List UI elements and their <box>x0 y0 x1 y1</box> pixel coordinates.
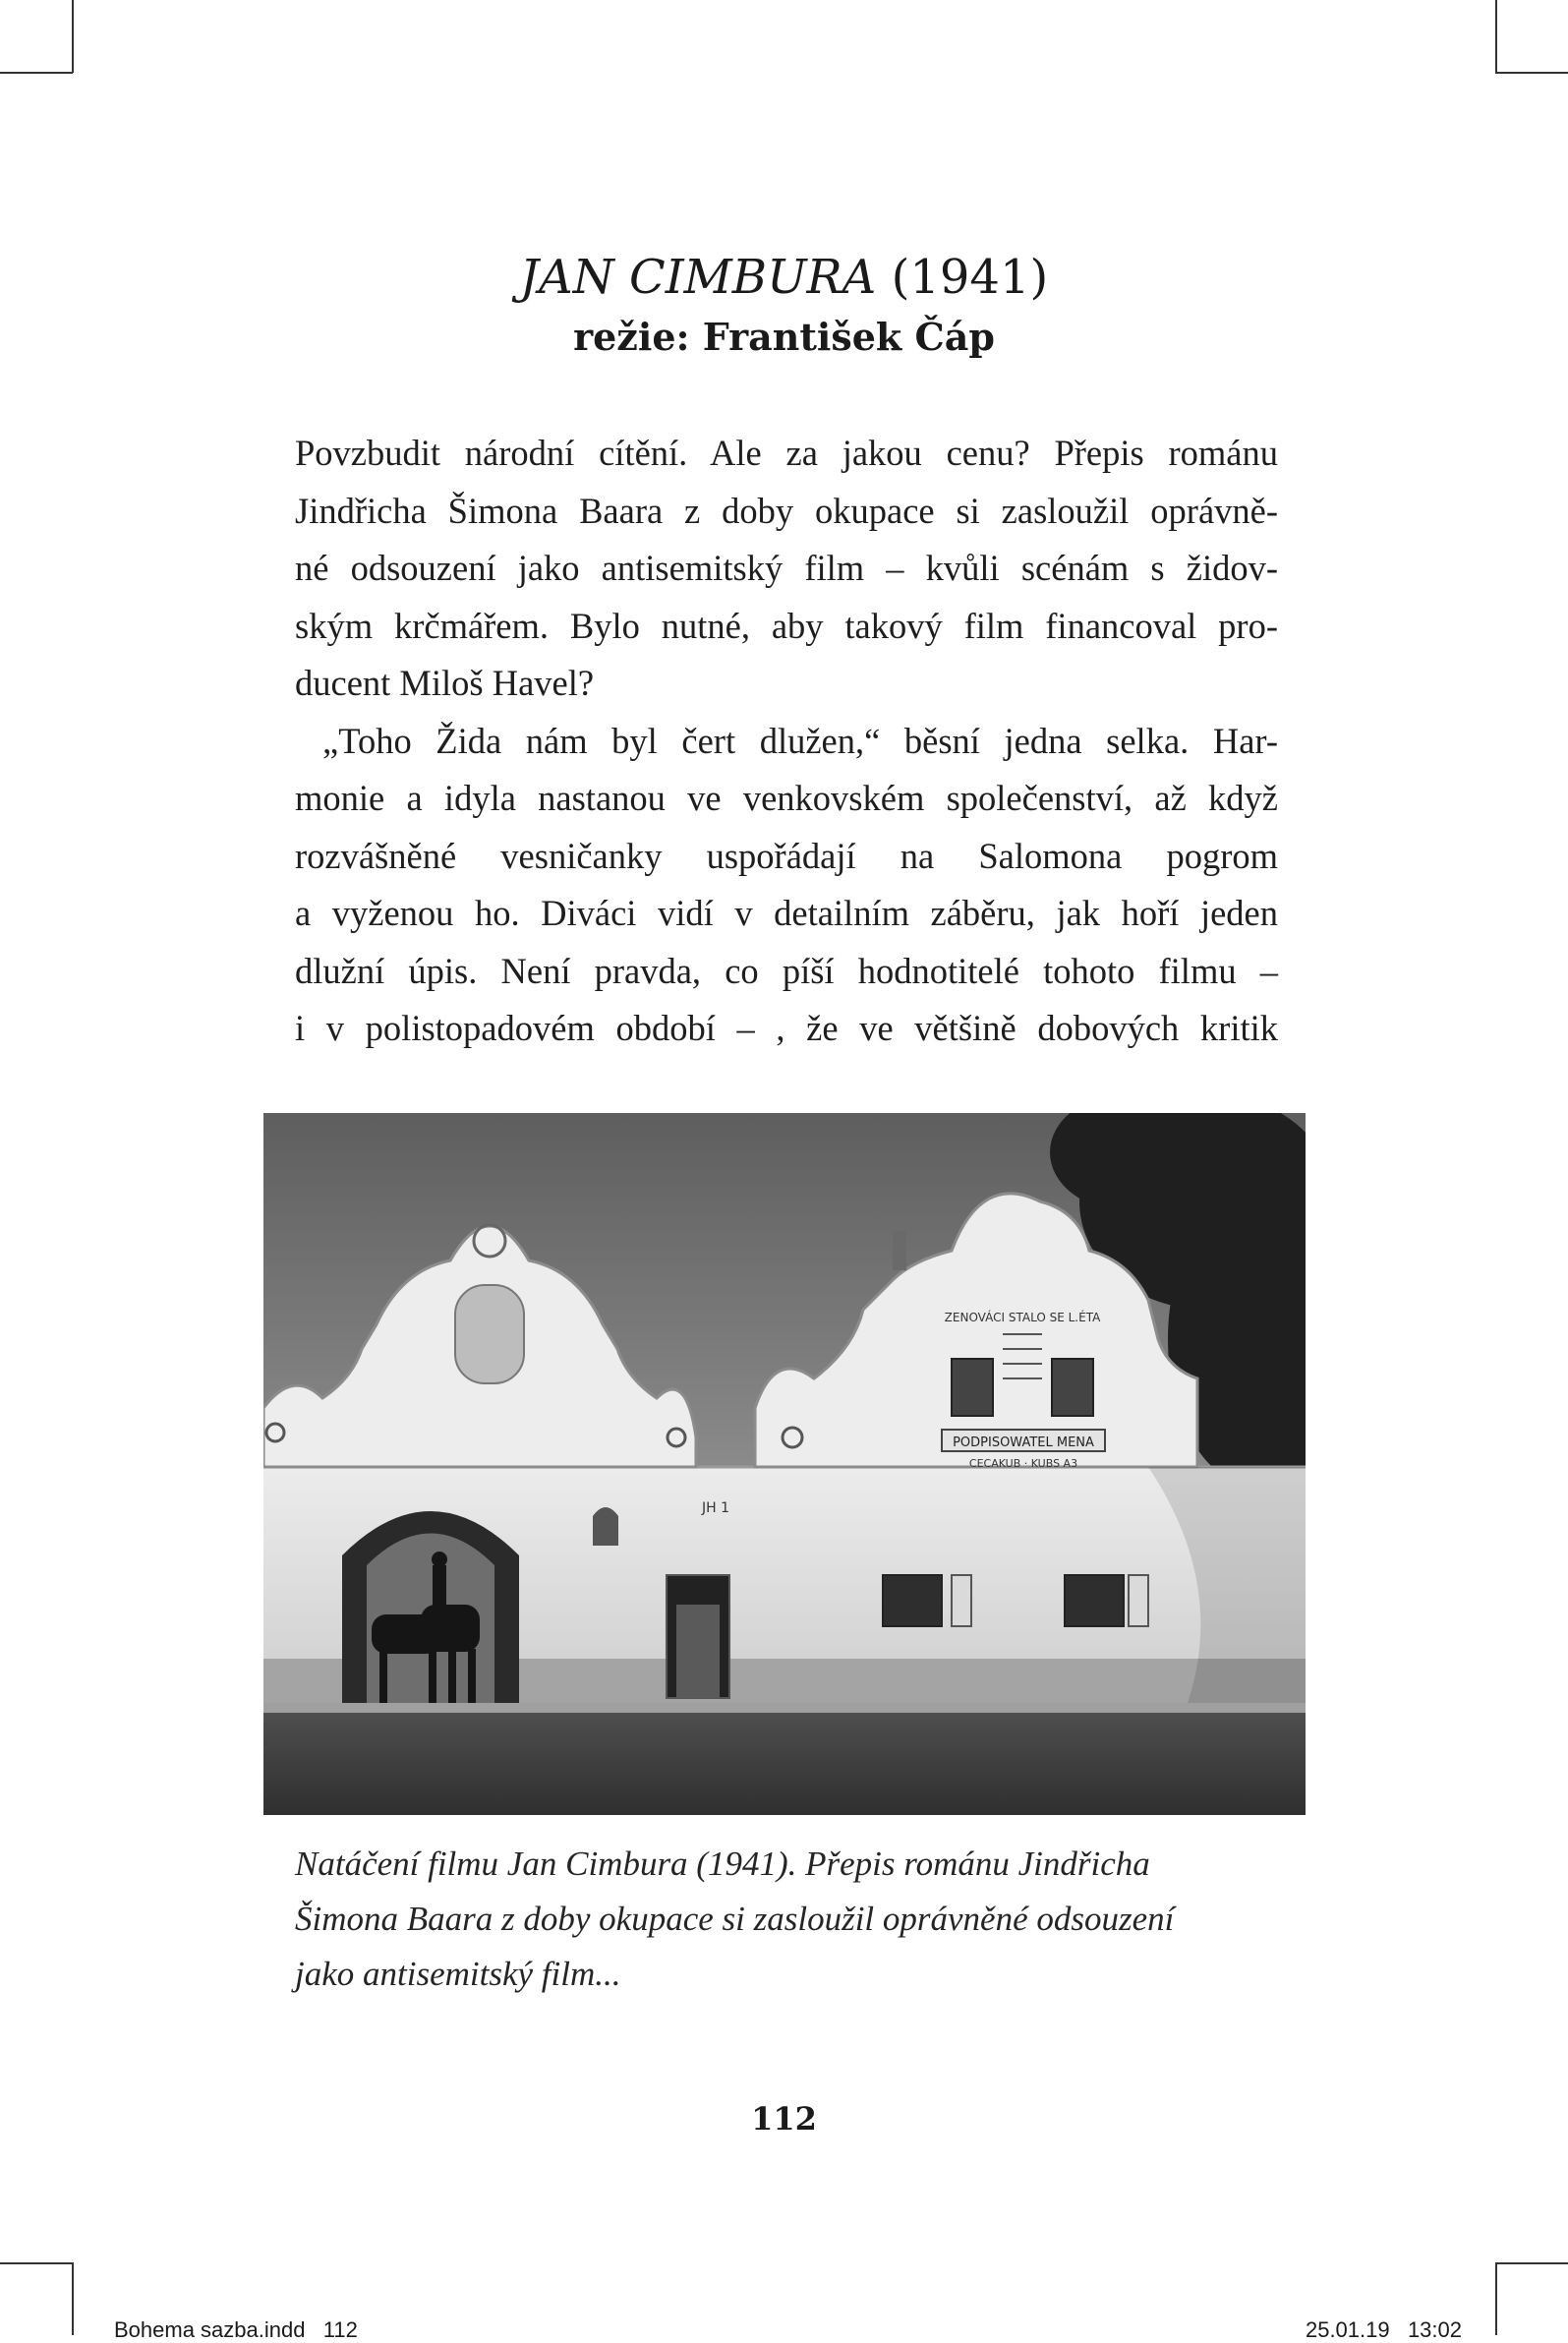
film-year: (1941) <box>891 250 1049 305</box>
sign-top-text: ZENOVÁCI STALO SE L.ÉTA <box>944 1311 1101 1324</box>
text-line: ducent Miloš Havel? <box>295 663 595 703</box>
sign-bottom-text: CECAKUB · KUBS A3 <box>968 1457 1078 1470</box>
text-line: monie a idyla nastanou ve venkovském společenství, až když <box>295 778 1278 818</box>
gate-mark: JH 1 <box>702 1500 730 1516</box>
chapter-heading <box>0 248 1568 364</box>
director-line: režie: František Čáp <box>573 315 995 359</box>
sign-board-text: PODPISOWATEL MENA <box>953 1435 1094 1450</box>
crop-mark <box>1495 2262 1497 2335</box>
farmhouse-photo-illustration <box>263 1113 1306 1815</box>
crop-mark <box>72 0 74 73</box>
crop-mark <box>0 2262 73 2264</box>
film-title: JAN CIMBURA <box>519 250 877 305</box>
text-line: „Toho Žida nám byl čert dlužen,“ běsní jedna selka. Har- <box>322 720 1278 761</box>
text-line: rozvášněné vesničanky uspořádají na Salomona pogrom <box>295 835 1278 876</box>
chapter-title <box>0 248 1568 307</box>
text-line: a vyženou ho. Diváci vidí v detailním záběru, jak hoří jeden <box>295 893 1278 933</box>
crop-mark <box>1495 72 1568 74</box>
text-line: né odsouzení jako antisemitský film – kvůli scénám s židov- <box>295 548 1278 588</box>
crop-mark <box>72 2262 74 2335</box>
text-line: Povzbudit národní cítění. Ale za jakou cenu? Přepis románu <box>295 433 1278 473</box>
photo-caption <box>295 1837 1278 2002</box>
crop-mark <box>1495 0 1497 73</box>
text-line: ským krčmářem. Bylo nutné, aby takový film financoval pro- <box>295 605 1278 646</box>
text-line: Jindřicha Šimona Baara z doby okupace si zasloužil oprávně- <box>295 490 1278 531</box>
crop-mark <box>1495 2262 1568 2264</box>
body-text <box>295 425 1278 1058</box>
page-number: 112 <box>751 2100 817 2138</box>
caption-line: jako antisemitský film... <box>295 1955 621 1993</box>
caption-line: Šimona Baara z doby okupace si zasloužil oprávněné odsouzení <box>295 1900 1175 1938</box>
film-still-photo <box>263 1113 1306 1815</box>
slug-date: 25.01.19 13:02 <box>1305 2317 1462 2342</box>
caption-line: Natáčení filmu Jan Cimbura (1941). Přepis románu Jindřicha <box>295 1845 1150 1883</box>
text-line: i v polistopadovém období – , že ve většině dobových kritik <box>295 1008 1278 1048</box>
crop-mark <box>0 72 73 74</box>
slug-filename: Bohema sazba.indd 112 <box>114 2317 358 2342</box>
text-line: dlužní úpis. Není pravda, co píší hodnotitelé tohoto filmu – <box>295 950 1278 991</box>
